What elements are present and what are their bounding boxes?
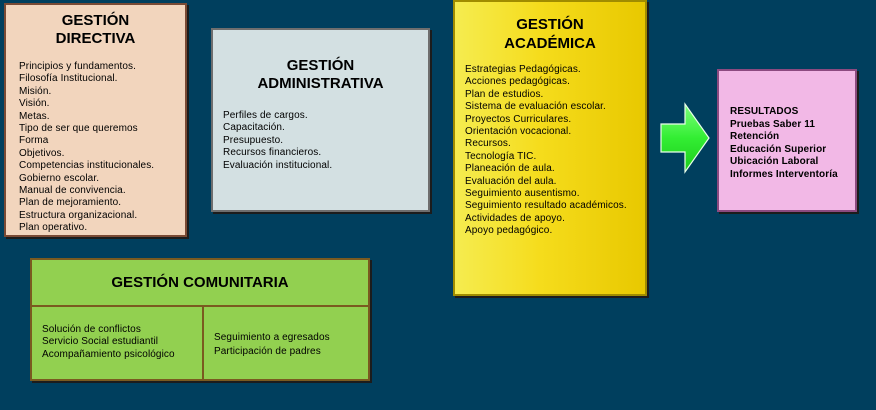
gestion-directiva-title-line1: GESTIÓN: [61, 12, 130, 29]
gestion-comunitaria-left-list: [42, 324, 175, 361]
administrativa-item: Presupuesto.: [223, 134, 284, 146]
gestion-administrativa-title-line1: GESTIÓN: [286, 57, 355, 74]
academica-item: Acciones pedagógicas.: [465, 76, 570, 88]
academica-item: Orientación vocacional.: [465, 126, 572, 138]
directiva-item: Manual de convivencia.: [19, 185, 126, 197]
gestion-administrativa-title: [213, 57, 428, 93]
directiva-item: Principios y fundamentos.: [19, 61, 137, 72]
gestion-comunitaria-right-cell: [204, 307, 368, 379]
gestion-directiva-title: [6, 12, 185, 48]
academica-item: Estrategias Pedagógicas.: [465, 64, 581, 75]
gestion-comunitaria-right-list: [214, 331, 330, 358]
resultados-item: Informes Interventoría: [730, 168, 838, 180]
gestion-comunitaria-title: GESTIÓN COMUNITARIA: [111, 274, 289, 291]
directiva-item: Competencias institucionales.: [19, 160, 155, 172]
administrativa-item: Capacitación.: [223, 122, 285, 134]
directiva-item: Filosofía Institucional.: [19, 73, 118, 85]
directiva-item: Tipo de ser que queremos: [19, 123, 138, 135]
right-arrow-icon: [659, 102, 711, 174]
directiva-item: Misión.: [19, 85, 52, 97]
gestion-comunitaria-box: [30, 258, 370, 381]
administrativa-item: Evaluación institucional.: [223, 159, 333, 171]
resultados-item: Retención: [730, 131, 780, 142]
gestion-academica-title-line1: GESTIÓN: [516, 16, 584, 33]
academica-item: Recursos.: [465, 138, 511, 150]
resultados-item: Educación Superior: [730, 143, 827, 155]
comunitaria-item: Acompañamiento psicológico: [42, 348, 175, 360]
comunitaria-item: Participación de padres: [214, 345, 321, 357]
directiva-item: Visión.: [19, 98, 50, 110]
directiva-item: Objetivos.: [19, 147, 65, 159]
administrativa-item: Perfiles de cargos.: [223, 110, 308, 121]
directiva-item: Plan operativo.: [19, 222, 88, 234]
academica-item: Proyectos Curriculares.: [465, 113, 572, 125]
academica-item: Seguimiento ausentismo.: [465, 188, 580, 200]
academica-item: Apoyo pedagógico.: [465, 225, 553, 237]
resultados-title: RESULTADOS: [730, 106, 799, 117]
directiva-item: Plan de mejoramiento.: [19, 197, 122, 209]
gestion-academica-list: [465, 64, 627, 238]
academica-item: Actividades de apoyo.: [465, 212, 565, 224]
academica-item: Plan de estudios.: [465, 88, 544, 100]
comunitaria-item: Servicio Social estudiantil: [42, 336, 159, 348]
gestion-academica-title-line2: ACADÉMICA: [504, 35, 596, 52]
academica-item: Tecnología TIC.: [465, 150, 537, 162]
gestion-comunitaria-header: [32, 260, 368, 307]
academica-item: Planeación de aula.: [465, 163, 555, 175]
gestion-comunitaria-left-cell: [32, 307, 204, 379]
resultados-box: [717, 69, 857, 212]
academica-item: Evaluación del aula.: [465, 175, 557, 187]
resultados-list: [730, 106, 838, 181]
academica-item: Seguimiento resultado académicos.: [465, 200, 627, 212]
resultados-item: Pruebas Saber 11: [730, 118, 815, 130]
gestion-administrativa-title-line2: ADMINISTRATIVA: [257, 75, 384, 92]
gestion-administrativa-box: [211, 28, 430, 212]
gestion-academica-box: [453, 0, 647, 296]
directiva-item: Gobierno escolar.: [19, 172, 100, 184]
gestion-directiva-list: [19, 61, 154, 235]
comunitaria-item: Solución de conflictos: [42, 324, 141, 335]
directiva-item: Estructura organizacional.: [19, 209, 138, 221]
comunitaria-item: Seguimiento a egresados: [214, 332, 330, 343]
gestion-academica-title: [455, 15, 645, 53]
gestion-administrativa-list: [223, 110, 332, 172]
gestion-directiva-title-line2: DIRECTIVA: [55, 30, 136, 47]
resultados-item: Ubicación Laboral: [730, 156, 819, 167]
gestion-directiva-box: [4, 3, 187, 237]
academica-item: Sistema de evaluación escolar.: [465, 101, 606, 113]
directiva-item: Forma: [19, 135, 49, 147]
administrativa-item: Recursos financieros.: [223, 147, 322, 159]
directiva-item: Metas.: [19, 110, 50, 122]
